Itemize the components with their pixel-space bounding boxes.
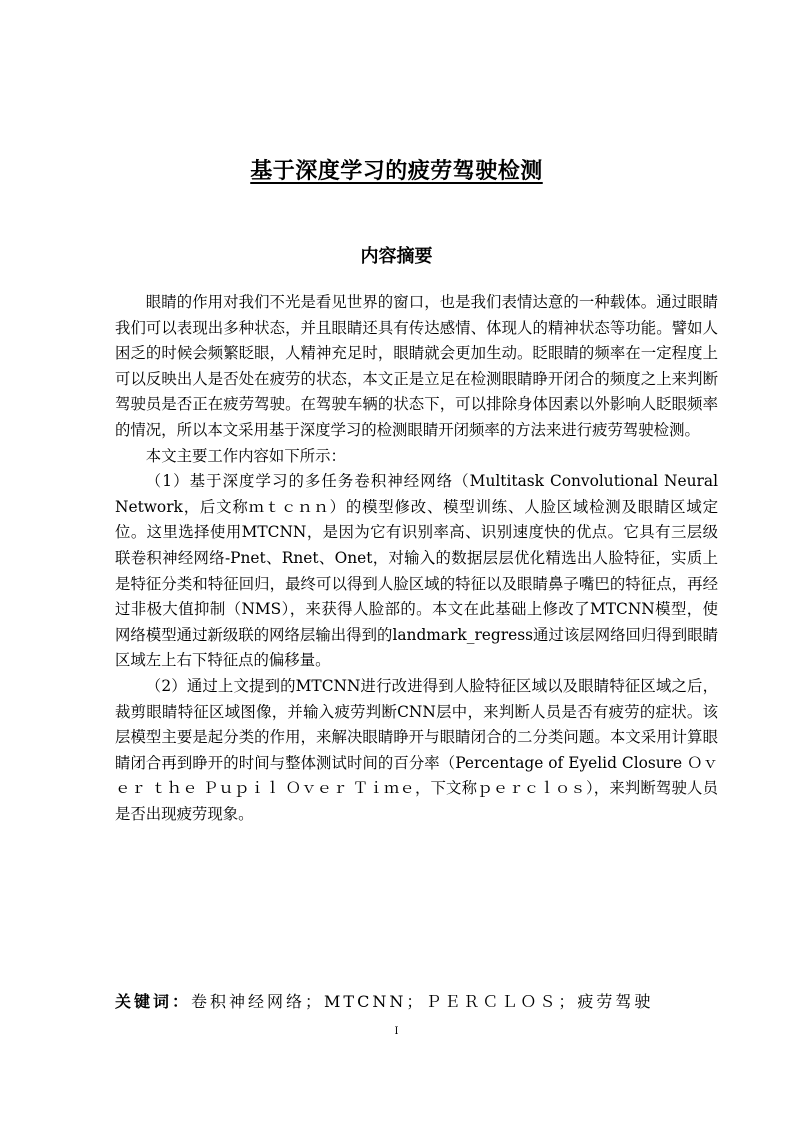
abstract-paragraph-item-2: （2）通过上文提到的MTCNN进行改进得到人脸特征区域以及眼睛特征区域之后，裁剪眼睛特征区域图像，并输入疲劳判断CNN层中，来判断人员是否有疲劳的症状。该层模型主要是起分类的作用，来解决眼睛睁开与眼睛闭合的二分类问题。本文采用计算眼睛闭合再到睁开的时间与整体测试时间的百分率（Percentage of Eyelid Closure Ｏｖｅｒ ｔｈｅ Ｐｕｐｉｌ Ｏｖｅｒ Ｔｉｍｅ，下文称ｐｅｒｃｌｏｓ），来判断驾驶人员是否出现疲劳现象。 — [115, 676, 718, 823]
abstract-paragraph-intro: 眼睛的作用对我们不光是看见世界的窗口，也是我们表情达意的一种载体。通过眼睛我们可以表现出多种状态，并且眼睛还具有传达感情、体现人的精神状态等功能。譬如人困乏的时候会频繁眨眼，人精神充足时，眼睛就会更加生动。眨眼睛的频率在一定程度上可以反映出人是否处在疲劳的状态，本文正是立足在检测眼睛睁开闭合的频度之上来判断驾驶员是否正在疲劳驾驶。在驾驶车辆的状态下，可以排除身体因素以外影响人眨眼频率的情况，所以本文采用基于深度学习的检测眼睛开闭频率的方法来进行疲劳驾驶检测。 — [115, 293, 718, 439]
abstract-paragraph-item-1: （1）基于深度学习的多任务卷积神经网络（Multitask Convolutional Neural Network，后文称ｍｔｃｎｎ）的模型修改、模型训练、人脸区域检测及眼睛区域定位。这里选择使用MTCNN，是因为它有识别率高、识别速度快的优点。它具有三层级联卷积神经网络-Pnet、Rnet、Onet，对输入的数据层层优化精选出人脸特征，实质上是特征分类和特征回归，最终可以得到人脸区域的特征以及眼睛鼻子嘴巴的特征点，再经过非极大值抑制（NMS），来获得人脸部的。本文在此基础上修改了MTCNN模型，使网络模型通过新级联的网络层输出得到的landmark_regress通过该层网络回归得到眼睛区域左上右下特征点的偏移量。 — [115, 472, 718, 670]
abstract-paragraph-work-intro: 本文主要工作内容如下所示： — [145, 446, 346, 465]
paper-title: 基于深度学习的疲劳驾驶检测 — [250, 159, 543, 184]
page-number: I — [394, 1026, 399, 1037]
keywords-line — [115, 989, 718, 1015]
abstract-body — [115, 290, 718, 827]
keywords-label: 关键词： — [115, 992, 192, 1011]
abstract-heading: 内容摘要 — [360, 246, 433, 267]
keywords-text: 卷积神经网络；MTCNN；ＰＥＲＣＬＯＳ；疲劳驾驶 — [191, 992, 654, 1011]
